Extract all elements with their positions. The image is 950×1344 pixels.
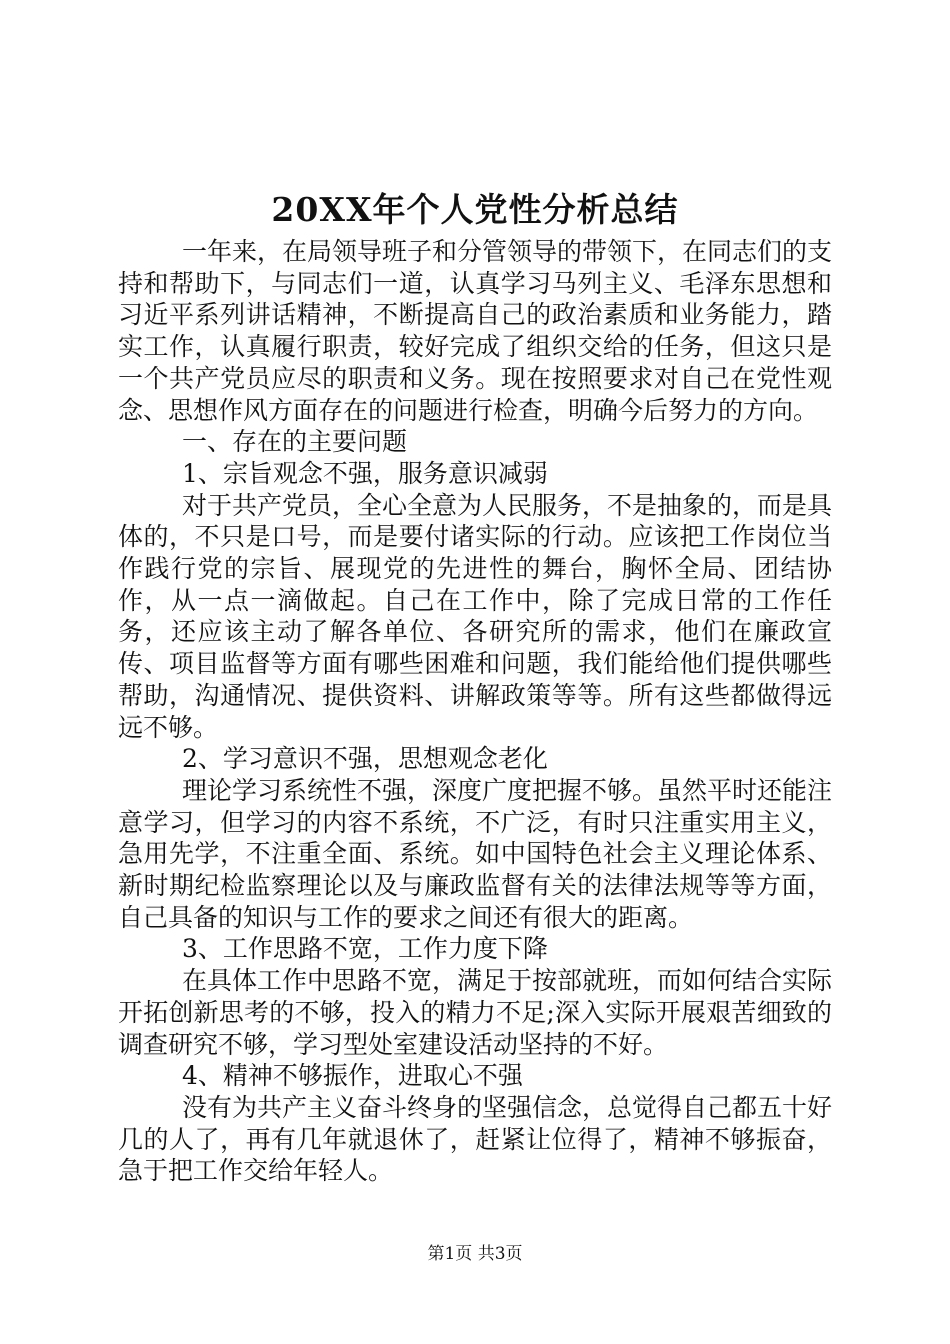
document-body	[118, 236, 832, 1187]
subheading-4: 4、精神不够振作，进取心不强	[182, 1061, 523, 1091]
paragraph-1: 对于共产党员，全心全意为人民服务，不是抽象的，而是具体的，不只是口号，而是要付诸实际的行动。应该把工作岗位当作践行党的宗旨、展现党的先进性的舞台，胸怀全局、团结协作，从一点一滴做起。自己在工作中，除了完成日常的工作任务，还应该主动了解各单位、各研究所的需求，他们在廉政宣传、项目监督等方面有哪些困难和问题，我们能给他们提供哪些帮助，沟通情况、提供资料、讲解政策等等。所有这些都做得远远不够。	[118, 490, 833, 742]
intro-paragraph: 一年来，在局领导班子和分管领导的带领下，在同志们的支持和帮助下，与同志们一道，认真学习马列主义、毛泽东思想和习近平系列讲话精神，不断提高自己的政治素质和业务能力，踏实工作，认真履行职责，较好完成了组织交给的任务，但这只是一个共产党员应尽的职责和义务。现在按照要求对自己在党性观念、思想作风方面存在的问题进行检查，明确今后努力的方向。	[118, 237, 833, 425]
paragraph-4: 没有为共产主义奋斗终身的坚强信念，总觉得自己都五十好几的人了，再有几年就退休了，赶紧让位得了，精神不够振奋，急于把工作交给年轻人。	[118, 1092, 833, 1186]
page-footer: 第1页 共3页	[427, 1244, 523, 1264]
paragraph-3: 在具体工作中思路不宽，满足于按部就班，而如何结合实际开拓创新思考的不够，投入的精力不足;深入实际开展艰苦细致的调查研究不够，学习型处室建设活动坚持的不好。	[118, 966, 833, 1059]
subheading-3: 3、工作思路不宽，工作力度下降	[182, 934, 548, 964]
subheading-2: 2、学习意识不强，思想观念老化	[182, 744, 548, 774]
subheading-1: 1、宗旨观念不强，服务意识减弱	[182, 458, 548, 488]
paragraph-2: 理论学习系统性不强，深度广度把握不够。虽然平时还能注意学习，但学习的内容不系统，不广泛，有时只注重实用主义，急用先学，不注重全面、系统。如中国特色社会主义理论体系、新时期纪检监察理论以及与廉政监督有关的法律法规等等方面，自己具备的知识与工作的要求之间还有很大的距离。	[118, 775, 833, 932]
section-heading-main-problems: 一、存在的主要问题	[182, 427, 408, 457]
document-title: 20XX年个人党性分析总结	[271, 190, 679, 229]
